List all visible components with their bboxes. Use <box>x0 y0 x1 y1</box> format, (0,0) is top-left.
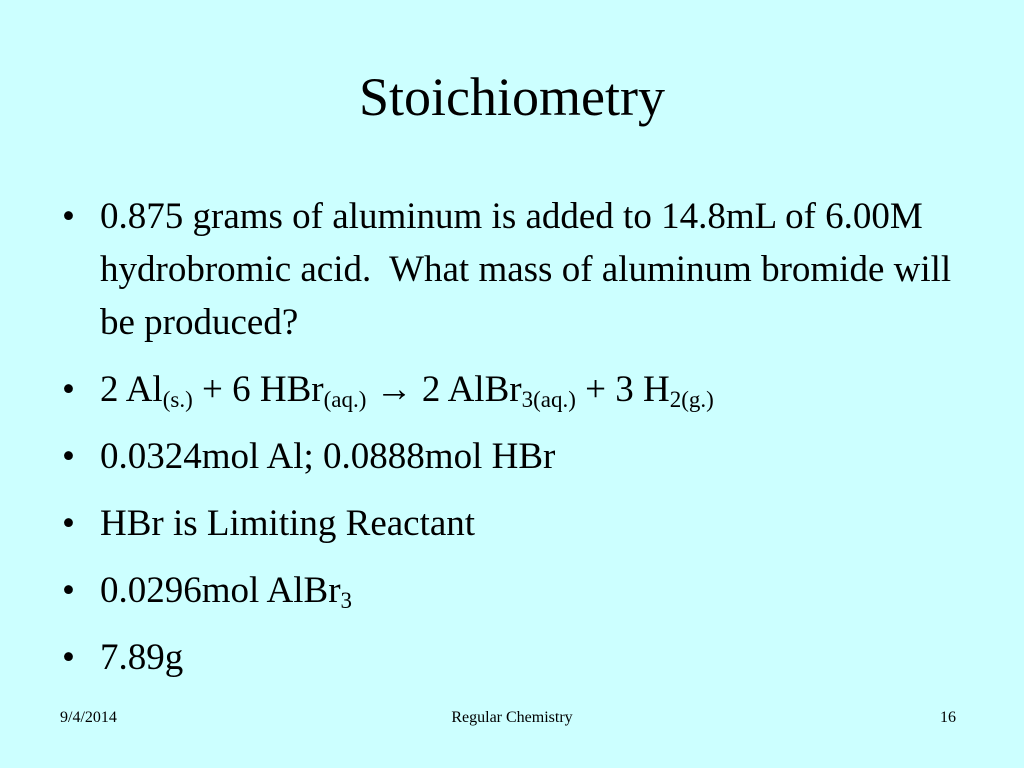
slide-title: Stoichiometry <box>359 67 665 127</box>
footer-date: 9/4/2014 <box>60 709 117 726</box>
footer-title: Regular Chemistry <box>451 709 573 726</box>
subscript: 3(aq.) <box>521 387 576 412</box>
subscript: (aq.) <box>323 387 367 412</box>
bullet-list <box>60 190 960 698</box>
bullet-text: → 2 AlBr <box>366 369 522 410</box>
subscript: 3 <box>340 588 353 613</box>
subscript: 2(g.) <box>669 387 714 412</box>
bullet-item <box>60 190 960 349</box>
bullet-text: HBr is Limiting Reactant <box>100 503 476 544</box>
bullet-item <box>60 363 960 416</box>
bullet-text: 7.89g <box>100 637 184 678</box>
bullet-text: 0.0324mol Al; 0.0888mol HBr <box>100 436 556 477</box>
bullet-text: 2 Al <box>100 369 163 410</box>
bullet-text: 0.0296mol AlBr <box>100 570 341 611</box>
bullet-text: + 6 HBr <box>192 369 324 410</box>
slide-number: 16 <box>940 709 956 726</box>
bullet-item <box>60 564 960 617</box>
bullet-item <box>60 430 960 483</box>
subscript: (s.) <box>162 387 193 412</box>
bullet-item <box>60 631 960 684</box>
bullet-text: 0.875 grams of aluminum is added to 14.8mL of 6.00M hydrobromic acid. What mass of aluminum bromide will be produced? <box>100 196 961 343</box>
bullet-item <box>60 497 960 550</box>
bullet-text: + 3 H <box>575 369 670 410</box>
